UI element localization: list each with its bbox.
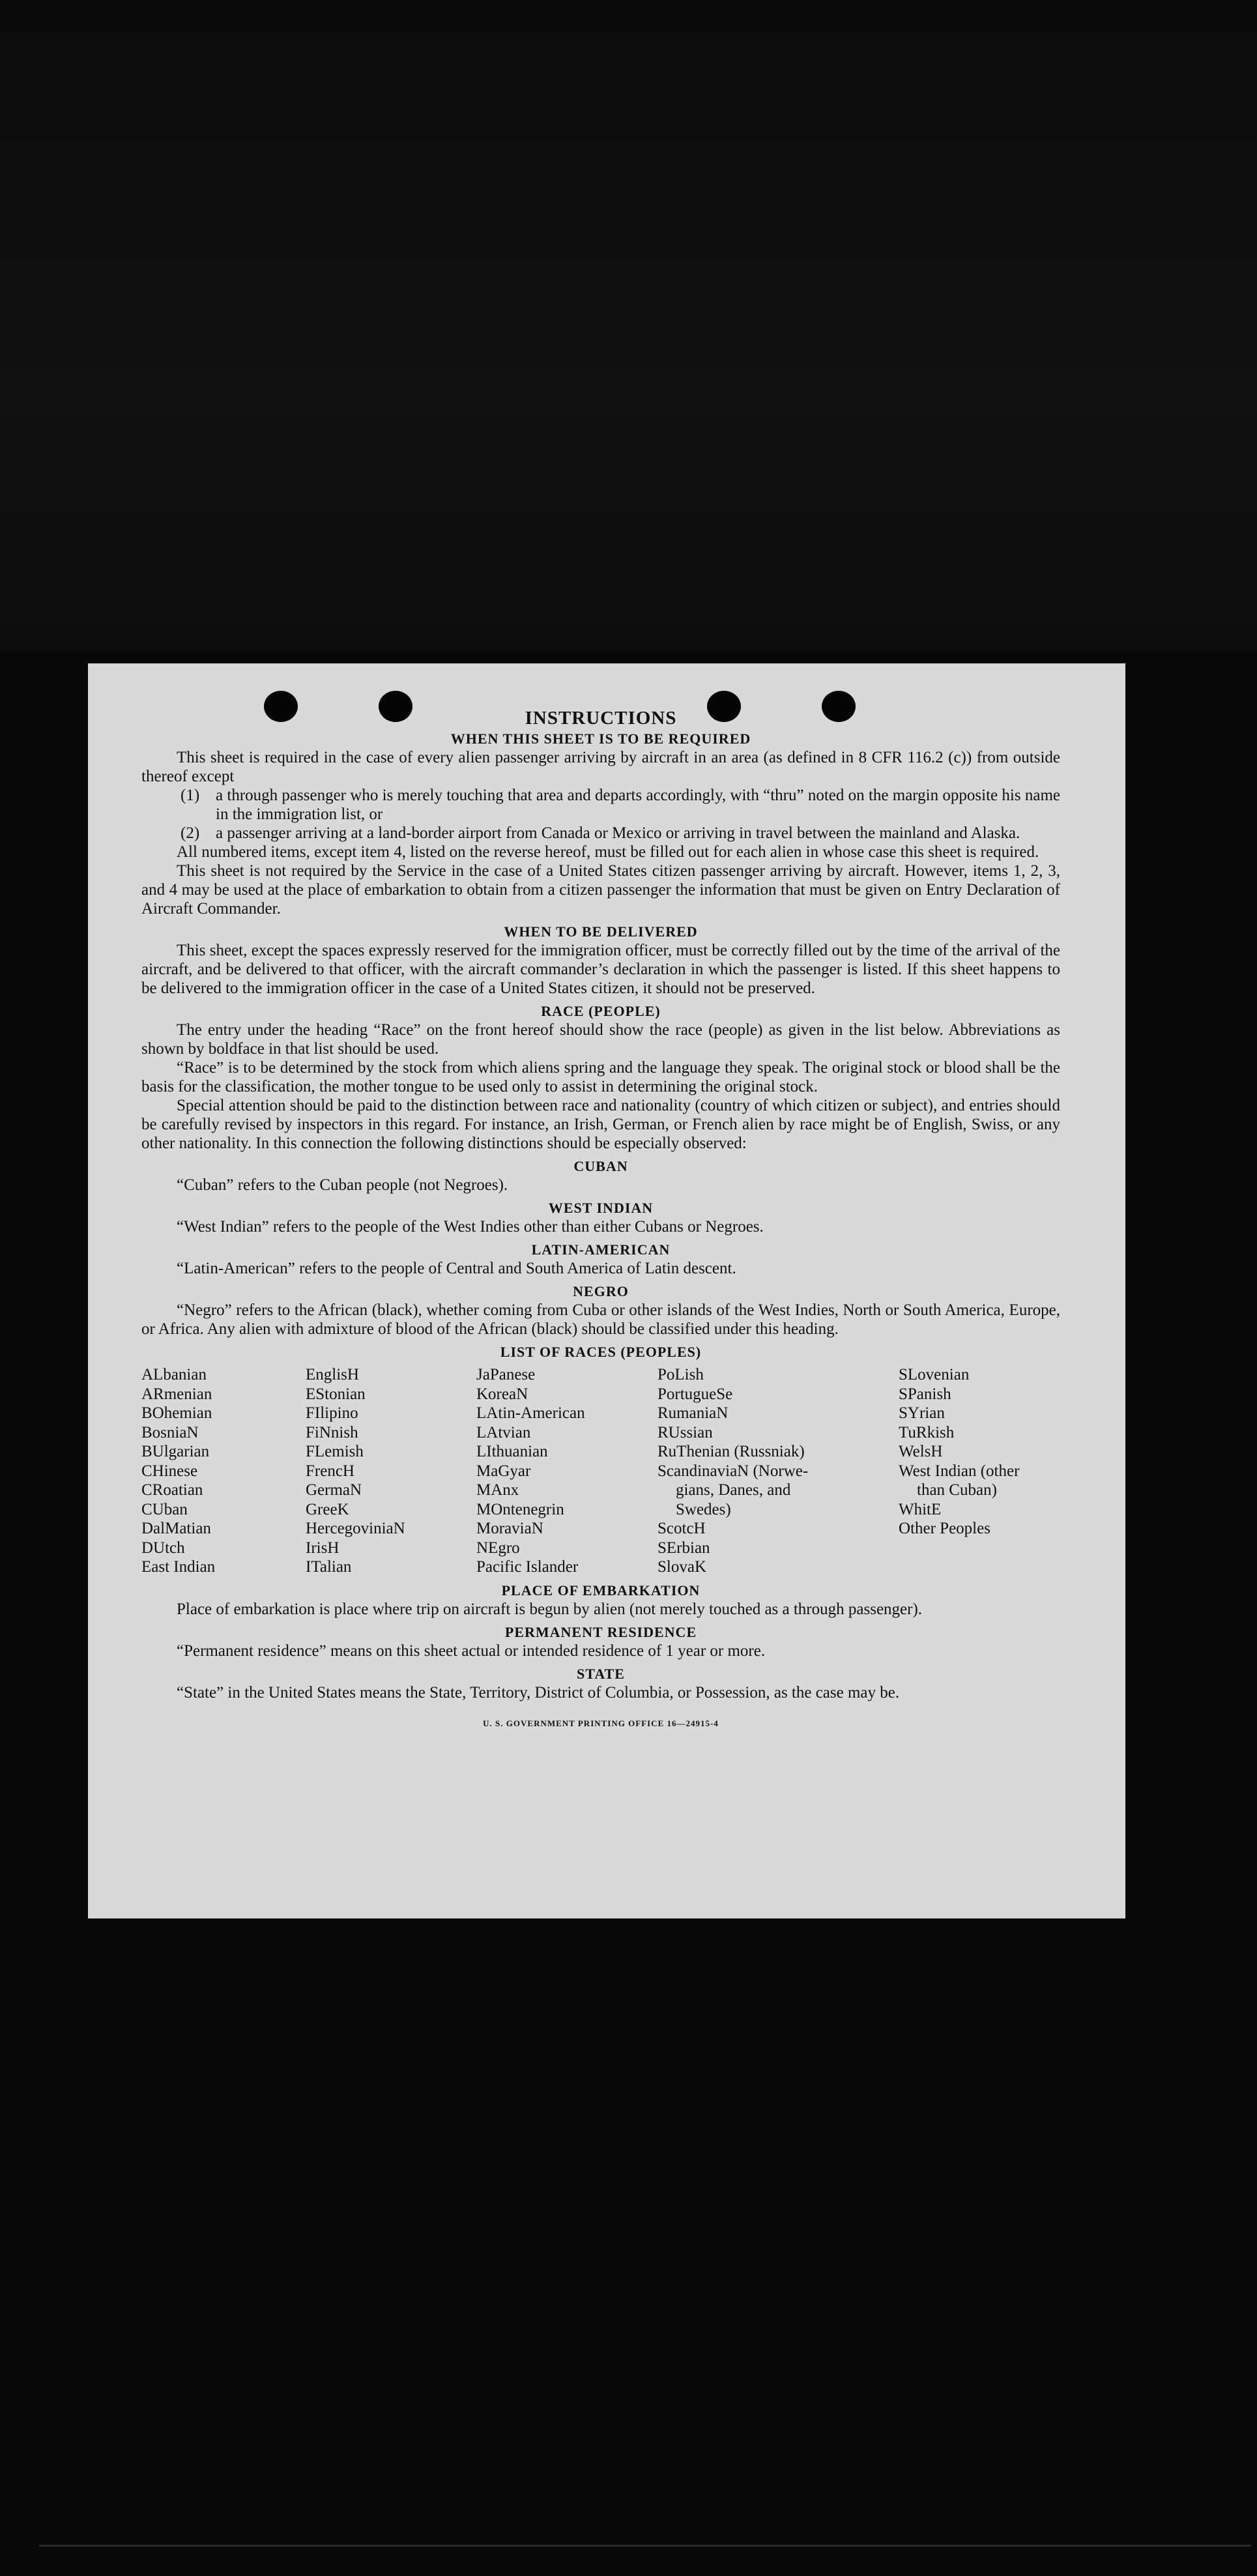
race-entry: TuRkish [899, 1423, 955, 1441]
races-column [476, 1365, 657, 1577]
race-entry: MoraviaN [476, 1520, 543, 1537]
section-heading: LATIN-AMERICAN [531, 1241, 671, 1258]
section-heading: PERMANENT RESIDENCE [504, 1623, 697, 1640]
paragraph: Special attention should be paid to the distinction between race and nationality (country of which citizen or subject), and entries should be carefully revised by inspectors in this regard. For instance, an Irish, German, or French alien by race might be of English, Swiss, or any other nationality. In this connection the following distinctions should be especially observed: [141, 1097, 1060, 1152]
section-heading: WHEN TO BE DELIVERED [504, 923, 698, 940]
race-entry: MAnx [476, 1481, 519, 1499]
race-entry: HercegoviniaN [306, 1520, 405, 1537]
race-entry: LAtvian [476, 1423, 531, 1441]
race-entry: BosniaN [141, 1423, 199, 1441]
paragraph: “Permanent residence” means on this sheet actual or intended residence of 1 year or more. [177, 1642, 766, 1660]
race-entry: East Indian [141, 1558, 216, 1576]
paragraph: “Race” is to be determined by the stock from which aliens spring and the language they speak. The original stock or blood shall be the basis for the classification, the mother tongue to be used only to assist in determining the original stock. [141, 1059, 1060, 1095]
race-entry: West Indian (other [899, 1462, 1020, 1480]
race-entry: PoLish [657, 1366, 704, 1383]
race-entry: MaGyar [476, 1462, 531, 1480]
race-entry: SLovenian [899, 1366, 970, 1383]
race-entry: SYrian [899, 1404, 945, 1422]
race-entry: FIlipino [306, 1404, 358, 1422]
race-entry: CHinese [141, 1462, 198, 1480]
item-text: a passenger arriving at a land-border airport from Canada or Mexico or arriving in travel between the mainland and Alaska. [216, 824, 1020, 842]
list-item [181, 786, 1060, 824]
races-column [306, 1365, 476, 1577]
race-entry: WelsH [899, 1443, 943, 1460]
section-heading: CUBAN [573, 1158, 628, 1174]
section-heading: PLACE OF EMBARKATION [501, 1582, 701, 1599]
race-entry: ITalian [306, 1558, 352, 1576]
race-entry: LAtin-American [476, 1404, 585, 1422]
races-column [899, 1365, 1068, 1577]
race-entry: GermaN [306, 1481, 362, 1499]
section-heading: WEST INDIAN [548, 1200, 654, 1216]
punch-hole [822, 691, 856, 722]
race-entry: JaPanese [476, 1366, 536, 1383]
list-item [181, 824, 1060, 843]
section-heading: RACE (PEOPLE) [541, 1003, 661, 1019]
race-entry: BUlgarian [141, 1443, 210, 1460]
printer-imprint: U. S. GOVERNMENT PRINTING OFFICE 16—24915-4 [483, 1718, 719, 1728]
race-entry: IrisH [306, 1539, 340, 1557]
section-heading: STATE [577, 1665, 625, 1682]
paragraph: “Cuban” refers to the Cuban people (not Negroes). [177, 1176, 508, 1194]
race-entry: FrencH [306, 1462, 354, 1480]
scanner-edge [39, 2545, 1251, 2547]
scan-background [0, 0, 1257, 652]
punch-hole [707, 691, 741, 722]
race-entry: KoreaN [476, 1385, 528, 1403]
section-heading: WHEN THIS SHEET IS TO BE REQUIRED [450, 731, 751, 747]
race-entry: BOhemian [141, 1404, 212, 1422]
race-entry: WhitE [899, 1500, 942, 1518]
punch-hole [379, 691, 412, 722]
race-entry: EStonian [306, 1385, 366, 1403]
race-entry: ARmenian [141, 1385, 212, 1403]
paragraph: Place of embarkation is place where trip on aircraft is begun by alien (not merely touched as a through passenger). [177, 1600, 923, 1618]
race-entry: ALbanian [141, 1366, 207, 1383]
race-entry: MOntenegrin [476, 1500, 564, 1518]
race-entry: LIthuanian [476, 1443, 548, 1460]
paragraph: The entry under the heading “Race” on the front hereof should show the race (people) as given in the list below. Abbreviations as shown by boldface in that list should be used. [141, 1021, 1060, 1058]
paragraph: “Negro” refers to the African (black), whether coming from Cuba or other islands of the West Indies, North or South America, Europe, or Africa. Any alien with admixture of blood of the African (black) should be classified under this heading. [141, 1301, 1060, 1338]
paragraph: This sheet is required in the case of every alien passenger arriving by aircraft in an area (as defined in 8 CFR 116.2 (c)) from outside thereof except [141, 749, 1060, 785]
paragraph: “West Indian” refers to the people of the West Indies other than either Cubans or Negroes. [177, 1218, 764, 1236]
race-entry: RUssian [657, 1423, 713, 1441]
section-heading: LIST OF RACES (PEOPLES) [500, 1344, 702, 1360]
instruction-sheet [88, 663, 1125, 1918]
race-entry: than Cuban) [917, 1481, 997, 1499]
section-heading: NEGRO [573, 1283, 629, 1299]
race-entry: DalMatian [141, 1520, 211, 1537]
punch-hole [264, 691, 298, 722]
item-number: (1) [181, 787, 200, 804]
race-entry: FLemish [306, 1443, 364, 1460]
races-list [141, 1365, 1060, 1577]
race-entry: DUtch [141, 1539, 185, 1557]
paragraph: This sheet is not required by the Service in the case of a United States citizen passenger arriving by aircraft. However, items 1, 2, 3, and 4 may be used at the place of embarkation to obtain from a citizen passenger the information that must be given on Entry Declaration of Aircraft Commander. [141, 862, 1060, 918]
item-number: (2) [181, 824, 200, 842]
paragraph: This sheet, except the spaces expressly reserved for the immigration officer, must be correctly filled out by the time of the arrival of the aircraft, and be delivered to that officer, with the aircraft commander’s declaration in which the passenger is listed. If this sheet happens to be delivered to the immigration officer in the case of a United States citizen, it should not be preserved. [141, 942, 1060, 997]
race-entry: SlovaK [657, 1558, 706, 1576]
race-entry: ScandinaviaN (Norwe- [657, 1462, 809, 1480]
race-entry: RumaniaN [657, 1404, 729, 1422]
race-entry: SPanish [899, 1385, 951, 1403]
race-entry: Pacific Islander [476, 1558, 579, 1576]
race-entry: Swedes) [676, 1500, 731, 1518]
race-entry: ScotcH [657, 1520, 706, 1537]
race-entry: GreeK [306, 1500, 349, 1518]
paragraph: “State” in the United States means the State, Territory, District of Columbia, or Possession, as the case may be. [177, 1683, 900, 1701]
race-entry: PortugueSe [657, 1385, 733, 1403]
race-entry: SErbian [657, 1539, 710, 1557]
race-entry: RuThenian (Russniak) [657, 1443, 805, 1460]
race-entry: Other Peoples [899, 1520, 990, 1537]
races-column [141, 1365, 306, 1577]
race-entry: NEgro [476, 1539, 520, 1557]
races-column [657, 1365, 899, 1577]
paragraph: All numbered items, except item 4, listed on the reverse hereof, must be filled out for each alien in whose case this sheet is required. [177, 843, 1039, 861]
race-entry: FiNnish [306, 1423, 358, 1441]
race-entry: gians, Danes, and [676, 1481, 791, 1499]
page-title: INSTRUCTIONS [525, 708, 677, 729]
race-entry: CRoatian [141, 1481, 203, 1499]
paragraph: “Latin-American” refers to the people of Central and South America of Latin descent. [177, 1260, 736, 1277]
item-text: a through passenger who is merely touching that area and departs accordingly, with “thru” noted on the margin opposite his name in the immigration list, or [216, 787, 1060, 823]
race-entry: CUban [141, 1500, 188, 1518]
race-entry: EnglisH [306, 1366, 359, 1383]
